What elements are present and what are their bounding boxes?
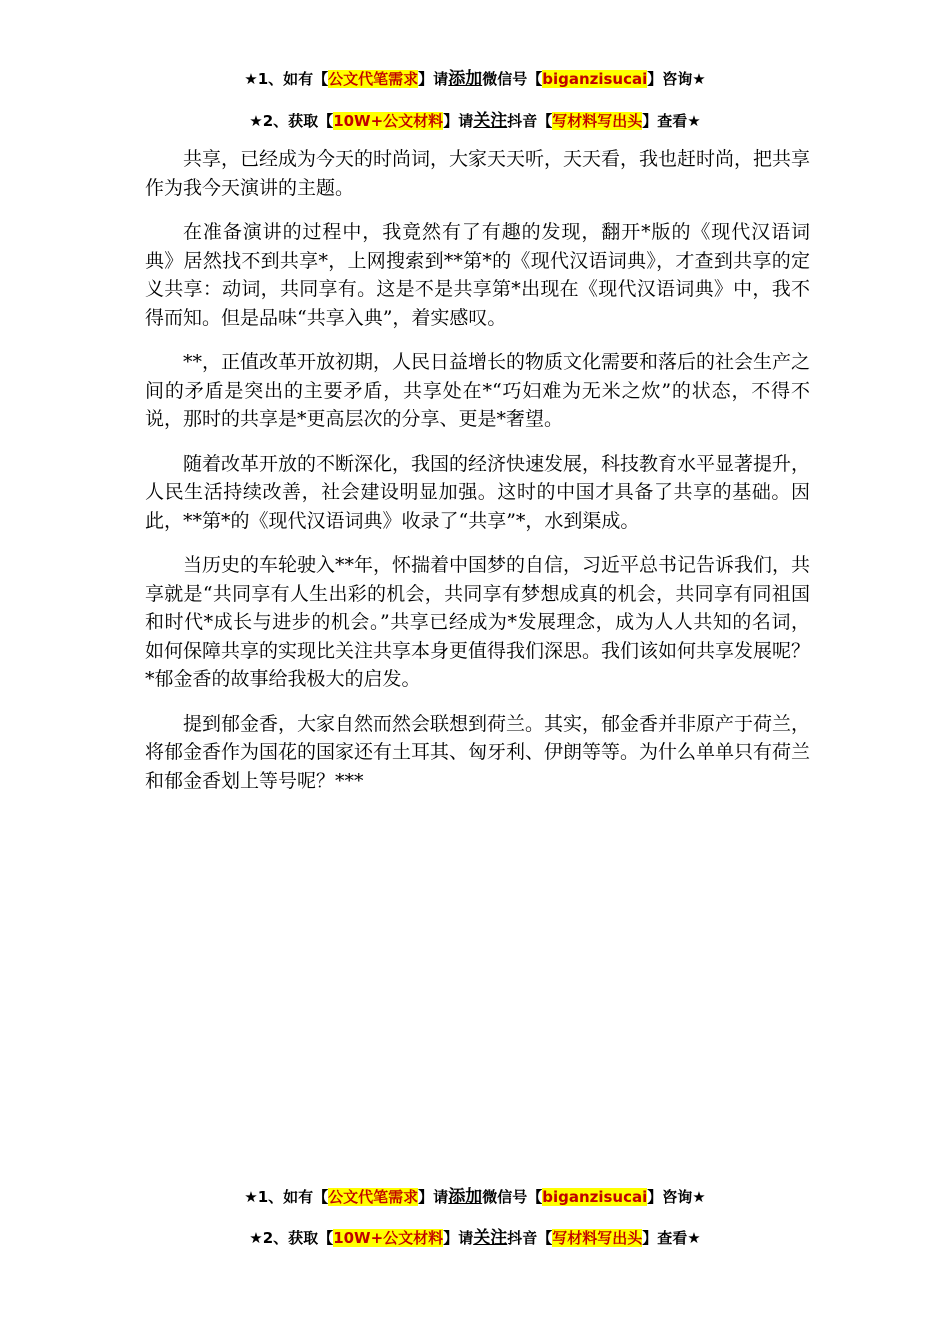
highlight-wechat-id: biganzisucai xyxy=(542,70,648,88)
banner-text: 】咨询★ xyxy=(647,70,706,88)
highlight-service: 公文代笔需求 xyxy=(328,70,419,88)
banner-text: 】查看★ xyxy=(642,1229,701,1247)
underlined-word: 关注 xyxy=(473,111,508,131)
banner-text: ★1、如有【 xyxy=(244,1188,329,1206)
banner-text: 】查看★ xyxy=(642,112,701,130)
paragraph-2: 在准备演讲的过程中，我竟然有了有趣的发现，翻开*版的《现代汉语词典》居然找不到共享*，上网搜索到**第*的《现代汉语词典》，才查到共享的定义共享：动词，共同享有。这是不是共享第*出现在《现代汉语词典》中，我不得而知。但是品味“共享入典”，着实感叹。 xyxy=(145,221,810,329)
banner-text: ★2、获取【 xyxy=(249,112,334,130)
paragraph-5: 当历史的车轮驶入**年，怀揣着中国梦的自信，习近平总书记告诉我们，共享就是“共同享有人生出彩的机会，共同享有梦想成真的机会，共同享有同祖国和时代*成长与进步的机会。”共享已经成为*发展理念，成为人人共知的名词，如何保障共享的实现比关注共享本身更值得我们深思。我们该如何共享发展呢？*郁金香的故事给我极大的启发。 xyxy=(145,554,811,690)
banner-text: 抖音【 xyxy=(507,1229,553,1247)
paragraph-1: 共享，已经成为今天的时尚词，大家天天听，天天看，我也赶时尚，把共享作为我今天演讲的主题。 xyxy=(145,148,811,199)
highlight-douyin-account: 写材料写出头 xyxy=(552,112,643,130)
top-banner-line-1 xyxy=(0,68,950,90)
paragraph-6: 提到郁金香，大家自然而然会联想到荷兰。其实，郁金香并非原产于荷兰，将郁金香作为国花的国家还有土耳其、匈牙利、伊朗等等。为什么单单只有荷兰和郁金香划上等号呢？*** xyxy=(145,712,811,792)
banner-text: 】请 xyxy=(418,70,449,88)
paragraph-3: **，正值改革开放初期，人民日益增长的物质文化需要和落后的社会生产之间的矛盾是突出的主要矛盾，共享处在*“巧妇难为无米之炊”的状态，不得不说，那时的共享是*更高层次的分享、更是*奢望。 xyxy=(145,351,811,430)
highlight-wechat-id: biganzisucai xyxy=(542,1188,648,1206)
underlined-word: 添加 xyxy=(448,69,483,89)
document-body xyxy=(145,145,810,811)
top-banner-line-2 xyxy=(0,110,950,132)
underlined-word: 关注 xyxy=(473,1228,508,1248)
bottom-banner-line-1 xyxy=(0,1186,950,1208)
banner-text: 】请 xyxy=(418,1188,449,1206)
banner-text: ★1、如有【 xyxy=(244,70,329,88)
highlight-materials: 10W+公文材料 xyxy=(333,112,444,130)
banner-text: 抖音【 xyxy=(507,112,553,130)
highlight-service: 公文代笔需求 xyxy=(328,1188,419,1206)
banner-text: 微信号【 xyxy=(482,1188,543,1206)
highlight-materials: 10W+公文材料 xyxy=(333,1229,444,1247)
banner-text: 微信号【 xyxy=(482,70,543,88)
underlined-word: 添加 xyxy=(448,1187,483,1207)
bottom-banner-line-2 xyxy=(0,1227,950,1249)
highlight-douyin-account: 写材料写出头 xyxy=(552,1229,643,1247)
banner-text: 】咨询★ xyxy=(647,1188,706,1206)
paragraph-4: 随着改革开放的不断深化，我国的经济快速发展，科技教育水平显著提升，人民生活持续改善，社会建设明显加强。这时的中国才具备了共享的基础。因此，**第*的《现代汉语词典》收录了“共享”*，水到渠成。 xyxy=(145,452,811,532)
banner-text: 】请 xyxy=(443,1229,474,1247)
banner-text: ★2、获取【 xyxy=(249,1229,334,1247)
banner-text: 】请 xyxy=(443,112,474,130)
